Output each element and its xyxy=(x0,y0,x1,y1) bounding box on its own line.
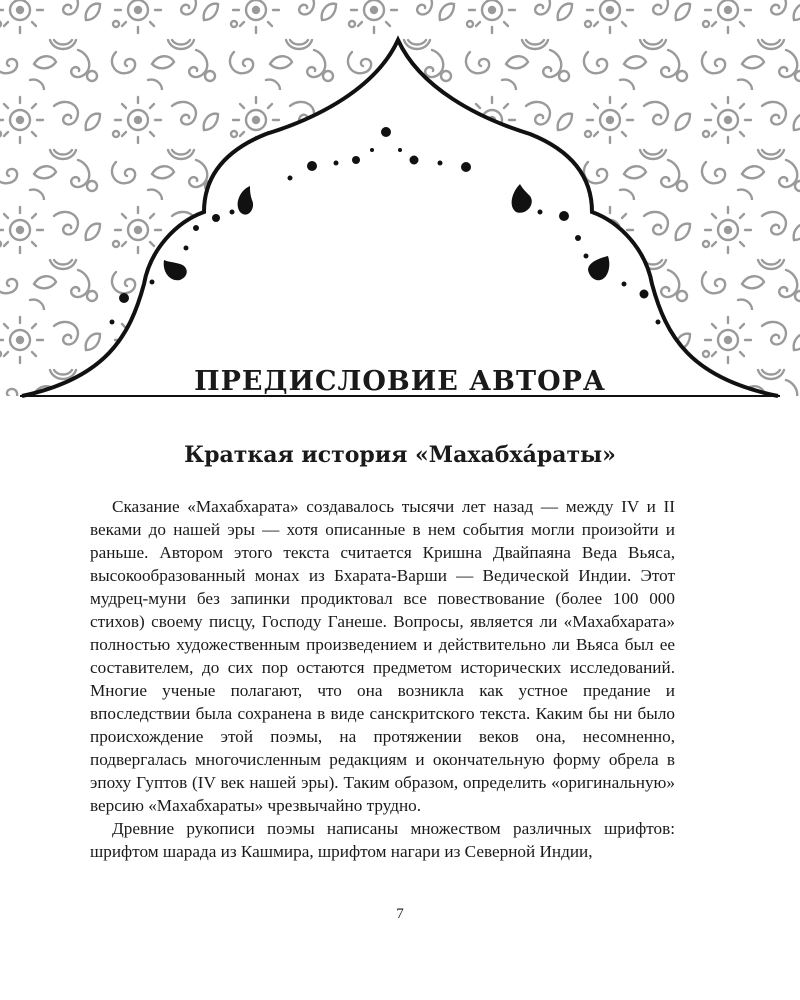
paragraph: Древние рукописи поэмы написаны множеством различных шрифтов: шрифтом шарада из Кашмира, шрифтом нагари из Северной Индии, xyxy=(90,819,675,861)
body-text xyxy=(90,495,675,863)
page-number: 7 xyxy=(396,906,404,922)
decorative-arch-ornament xyxy=(0,0,800,400)
paragraph: Сказание «Махабхарата» создавалось тысячи лет назад — между IV и II веками до нашей эры — хотя описанные в нем события могли произойти и раньше. Автором этого текста считается Кришна Двайпаяна Веда Вьяса, высокообразованный монах из Бхарата-Варши — Ведической Индии. Этот мудрец-муни без запинки продиктовал все повествование (более 100 000 стихов) своему писцу, Господу Ганеше. Вопросы, является ли «Махабхарата» полностью художественным произведением и действительно ли Вьяса был ее составителем, до сих пор остаются предметом исторических исследований. Многие ученые полагают, что она возникла как устное предание и впоследствии была сохранена в виде санскритского текста. Каким бы ни было происхождение этой поэмы, на протяжении веков она, несомненно, подвергалась многочисленным редакциям и окончательную форму обрела в эпоху Гуптов (IV век нашей эры). Таким образом, определить «оригинальную» версию «Махабхараты» чрезвычайно трудно. xyxy=(90,497,675,815)
chapter-title: ПРЕДИСЛОВИЕ АВТОРА xyxy=(194,366,606,397)
section-title: Краткая история «Махабха́раты» xyxy=(184,442,616,468)
